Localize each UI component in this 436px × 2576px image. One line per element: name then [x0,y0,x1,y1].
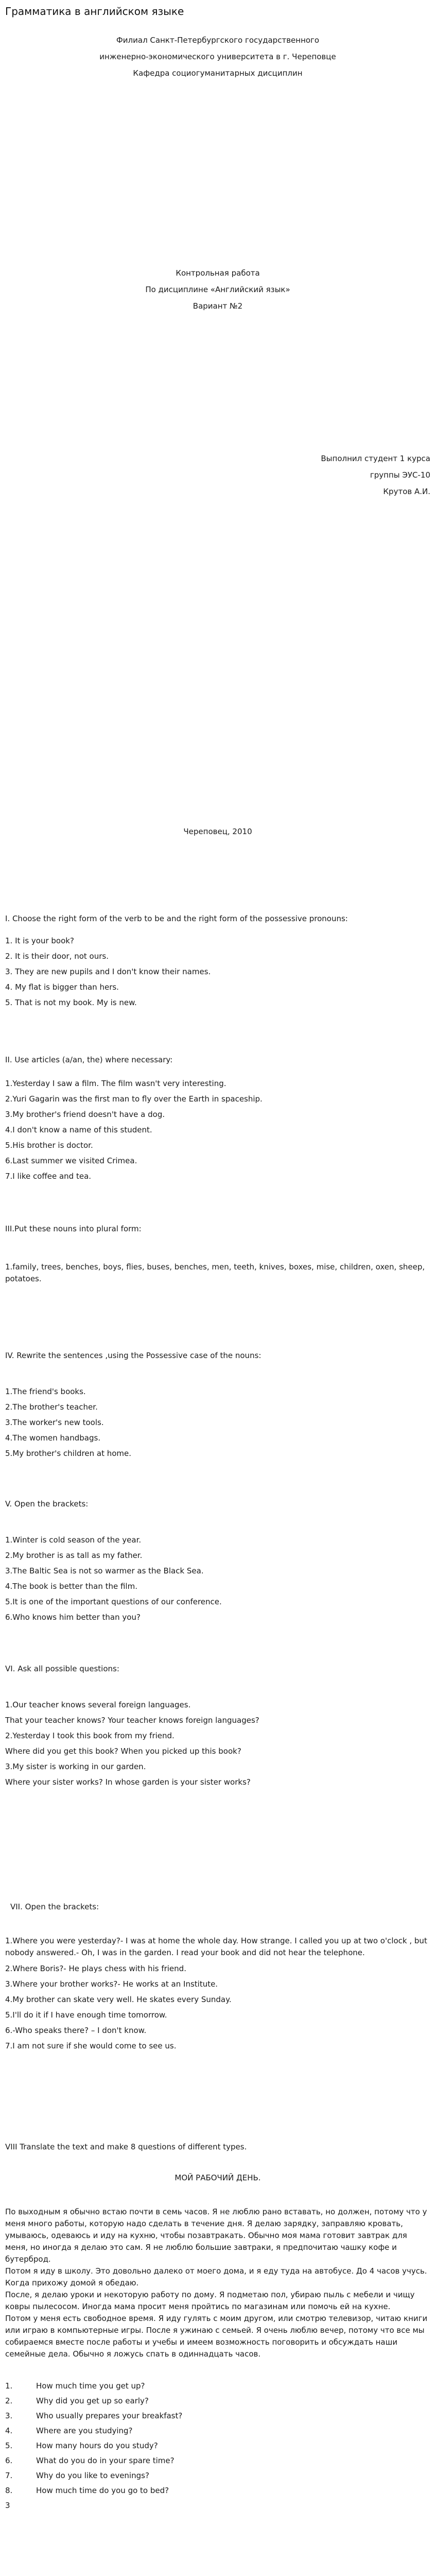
exercise-item: 4. My flat is bigger than hers. [5,982,119,992]
exercise-item: 1.Our teacher knows several foreign languages. [5,1700,191,1709]
exercise-item: 3.My brother's friend doesn't have a dog. [5,1110,165,1119]
exercise-4 [5,1348,430,1461]
question-number: 7. [5,2471,13,2480]
question-item [5,2483,430,2498]
exercise-item: Where your sister works? In whose garden is your sister works? [5,1777,251,1787]
question-item [5,2424,430,2438]
exercise-item: 2.Where Boris?- He plays chess with his friend. [5,1964,186,1973]
exercise-8 [5,2139,430,2513]
exercise-item: 5.My brother's children at home. [5,1449,132,1458]
exercise-item: Where did you get this book? When you picked up this book? [5,1747,241,1756]
title-line: По дисциплине «Английский язык» [145,285,290,294]
exercise-item: 5.I'll do it if I have enough time tomorrow. [5,2010,167,2020]
author-line: Выполнил студент 1 курса [321,454,430,463]
exercise-item: That your teacher knows? Your teacher knows foreign languages? [5,1716,259,1725]
exercise-item: 3.Where your brother works?- He works at an Institute. [5,1979,218,1989]
exercise-item: 1.Where you were yesterday?- I was at home the whole day. How strange. I called you up at two o'clock , but nobody answered.- Oh, I was in the garden. I read your book and did not hear the telephone. [5,1936,427,1957]
exercise-3 [5,1221,430,1285]
question-text: Why did you get up so early? [36,2396,149,2405]
exercise-items [5,1384,430,1461]
exercise-item: 6.-Who speaks there? – I don't know. [5,2026,147,2035]
question-number: 1. [5,2381,13,2391]
exercise-items [5,1532,430,1625]
exercise-2 [5,1052,430,1184]
question-text: How much time you get up? [36,2381,145,2391]
university-header [5,32,430,81]
question-number: 2. [5,2396,13,2405]
exercise-text: 1.family, trees, benches, boys, flies, buses, benches, men, teeth, knives, boxes, mise, children, oxen, sheep, potatoes. [5,1262,425,1283]
question-text: How many hours do you study? [36,2441,158,2450]
question-item [5,2468,430,2483]
exercise-item: 3.The worker's new tools. [5,1418,104,1427]
exercise-heading: VII. Open the brackets: [10,1902,99,1911]
exercise-item: 1.The friend's books. [5,1387,86,1396]
title-line: Вариант №2 [193,301,243,311]
question-item [5,2453,430,2468]
city-year: Череповец, 2010 [183,827,252,836]
exercise-item: 2.Yesterday I took this book from my friend. [5,1731,175,1740]
exercise-item: 6.Who knows him better than you? [5,1613,141,1622]
exercise-heading: II. Use articles (a/an, the) where necessary: [5,1055,173,1064]
exercise-item: 1.Winter is cold season of the year. [5,1535,142,1545]
question-list [5,2379,430,2498]
author-block [5,450,430,500]
translation-text: По выходным я обычно встаю почти в семь часов. Я не люблю рано вставать, но должен, потому что у меня много работы, которую надо сделать в течение дня. Я делаю зарядку, заправляю кровать, умываюсь, одеваюсь и иду на кухню, чтобы позавтракать. Обычно моя мама готовит завтрак для меня, но иногда я делаю это сам. Я не люблю большие завтраки, я предпочитаю чашку кофе и бутерброд. Потом я иду в школу. Это довольно далеко от моего дома, и я еду туда на автобусе. До 4 часов учусь. Когда прихожу домой я обедаю. После, я делаю уроки и некоторую работу по дому. Я подметаю пол, убираю пыль с мебели и чищу ковры пылесосом. Иногда мама просит меня пройтись по магазинам или помочь ей на кухне. Потом у меня есть свободное время. Я иду гулять с моим другом, или смотрю телевизор, читаю книги или играю в компьютерные игры. После я ужинаю с семьей. Я очень люблю вечер, потому что все мы собираемся вместе после работы и учебы и имеем возможность поговорить и обсуждать наши семейные дела. Обычно я ложусь спать в одиннадцать часов. [5,2207,428,2359]
question-number: 4. [5,2426,13,2435]
question-item [5,2394,430,2409]
exercise-item: 4.The women handbags. [5,1433,101,1443]
question-text: Who usually prepares your breakfast? [36,2411,183,2420]
exercise-item: 7.I like coffee and tea. [5,1172,92,1181]
title-line: Контрольная работа [176,268,260,278]
exercise-items [5,1961,430,2054]
question-number: 3. [5,2411,13,2420]
exercise-item: 2. It is their door, not ours. [5,952,109,961]
question-text: How much time do you go to bed? [36,2486,169,2495]
exercise-heading: I. Choose the right form of the verb to be and the right form of the possessive pronouns: [5,914,348,923]
question-item [5,2438,430,2453]
exercise-item: 2.Yuri Gagarin was the first man to fly over the Earth in spaceship. [5,1094,263,1104]
exercise-7 [5,1899,430,2054]
question-item [5,2409,430,2424]
exercise-item: 1.Yesterday I saw a film. The film wasn't very interesting. [5,1079,226,1088]
exercise-item: 4.The book is better than the film. [5,1582,137,1591]
exercise-heading: VI. Ask all possible questions: [5,1664,119,1673]
question-number: 8. [5,2486,13,2495]
question-text: What do you do in your spare time? [36,2456,175,2465]
exercise-item: 7.I am not sure if she would come to see us. [5,2041,177,2050]
header-line: инженерно-экономического университета в г. Череповце [99,52,336,61]
exercise-item: 6.Last summer we visited Crimea. [5,1156,137,1165]
author-line: Крутов А.И. [383,487,430,496]
question-number: 5. [5,2441,13,2450]
exercise-items [5,933,430,1010]
exercise-item: 5. That is not my book. My is new. [5,998,137,1007]
exercise-5 [5,1496,430,1625]
exercise-items [5,1697,430,1790]
exercise-item: 1. It is your book? [5,936,74,945]
exercise-item: 5.It is one of the important questions of our conference. [5,1597,222,1606]
header-line: Кафедра социогуманитарных дисциплин [133,69,303,78]
exercise-heading: VIII Translate the text and make 8 questions of different types. [5,2142,247,2151]
header-line: Филиал Санкт-Петербургского государственного [116,36,320,45]
exercise-item: 3.The Baltic Sea is not so warmer as the Black Sea. [5,1566,204,1575]
exercise-1 [5,913,430,1010]
exercise-item: 4.I don't know a name of this student. [5,1125,152,1134]
page-number: 3 [5,2501,10,2510]
exercise-item: 4.My brother can skate very well. He skates every Sunday. [5,1995,232,2004]
question-text: Where are you studying? [36,2426,133,2435]
author-line: группы ЭУС-10 [370,470,430,480]
question-item [5,2379,430,2394]
question-text: Why do you like to evenings? [36,2471,149,2480]
exercise-item: 2.My brother is as tall as my father. [5,1551,143,1560]
exercise-6 [5,1661,430,1790]
exercise-item: 3. They are new pupils and I don't know their names. [5,967,211,976]
exercise-item: 5.His brother is doctor. [5,1141,93,1150]
exercise-items [5,1076,430,1184]
exercise-heading: IV. Rewrite the sentences ,using the Possessive case of the nouns: [5,1351,261,1360]
exercise-heading: V. Open the brackets: [5,1499,89,1509]
exercise-item: 3.My sister is working in our garden. [5,1762,146,1771]
page-title: Грамматика в английском языке [5,5,184,18]
text-title: МОЙ РАБОЧИЙ ДЕНЬ. [175,2173,261,2182]
question-number: 6. [5,2456,13,2465]
title-block [5,265,430,314]
exercise-item: 2.The brother's teacher. [5,1402,98,1412]
exercise-heading: III.Put these nouns into plural form: [5,1224,142,1233]
